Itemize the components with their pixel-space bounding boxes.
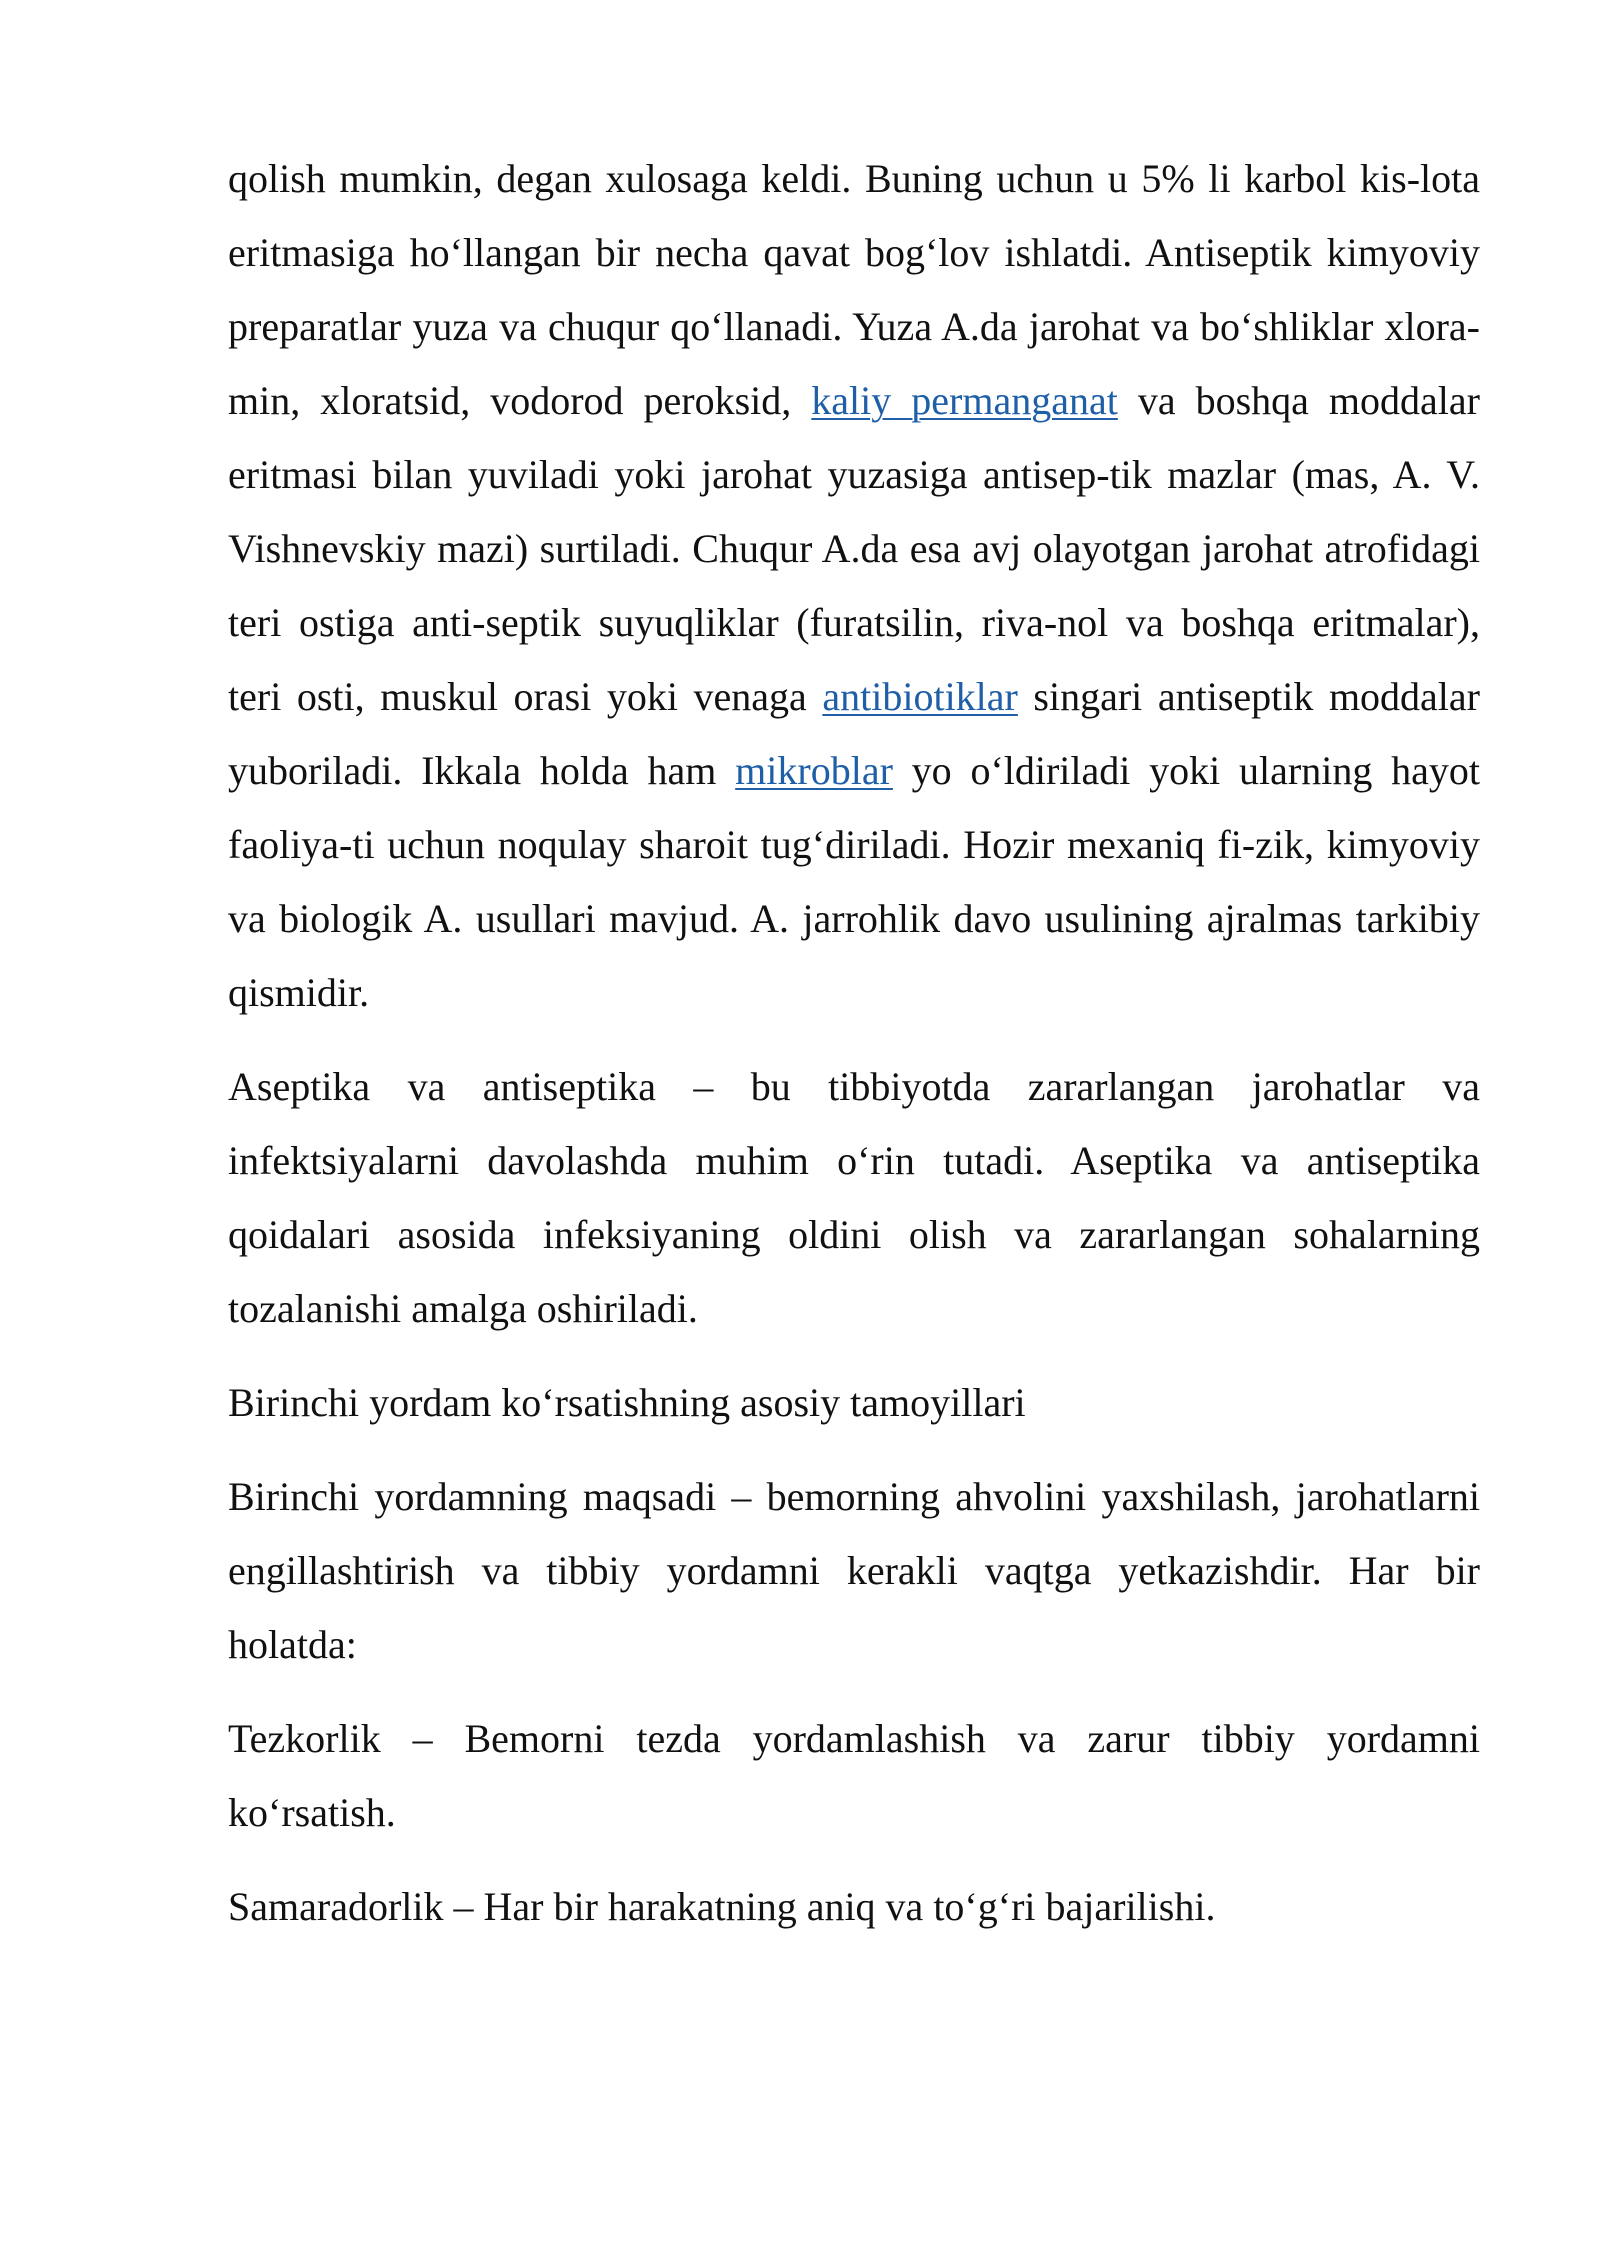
paragraph-antiseptic-methods: [228, 142, 1480, 1030]
paragraph-tezkorlik: Tezkorlik – Bemorni tezda yordamlashish va zarur tibbiy yordamni ko‘rsatish.: [228, 1716, 1480, 1835]
link-kaliy-permanganat[interactable]: kaliy permanganat: [811, 378, 1118, 423]
link-mikroblar[interactable]: mikroblar: [735, 748, 893, 793]
paragraph-samaradorlik: Samaradorlik – Har bir harakatning aniq va to‘g‘ri bajarilishi.: [228, 1884, 1216, 1929]
document-page: [228, 142, 1480, 1964]
section-heading: Birinchi yordam ko‘rsatishning asosiy tamoyillari: [228, 1380, 1026, 1425]
link-antibiotiklar[interactable]: antibiotiklar: [822, 674, 1018, 719]
paragraph-text: singari antiseptik moddalar yuboriladi. Ikkala holda ham: [228, 674, 1480, 793]
paragraph-text: va boshqa moddalar eritmasi bilan yuviladi yoki jarohat yuzasiga antisep-tik mazlar (mas, A. V. Vishnevskiy mazi) surtiladi. Chuqur A.da esa avj olayotgan jarohat atrofidagi teri ostiga anti-septik suyuqliklar (furatsilin, riva-nol va boshqa eritmalar), teri osti, muskul orasi yoki venaga: [228, 378, 1480, 719]
paragraph-text: qolish mumkin, degan xulosaga keldi. Buning uchun u 5% li karbol kis-lota eritmasiga ho‘llangan bir necha qavat bog‘lov ishlatdi. Antiseptik kimyoviy preparatlar yuza va chuqur qo‘llanadi. Yuza A.da jarohat va bo‘shliklar xlora-min, xloratsid, vodorod peroksid,: [228, 156, 1480, 423]
paragraph-aseptika-antiseptika: Aseptika va antiseptika – bu tibbiyotda zararlangan jarohatlar va infektsiyalarni davolashda muhim o‘rin tutadi. Aseptika va antiseptika qoidalari asosida infeksiyaning oldini olish va zararlangan sohalarning tozalanishi amalga oshiriladi.: [228, 1064, 1480, 1331]
paragraph-first-aid-goal: Birinchi yordamning maqsadi – bemorning ahvolini yaxshilash, jarohatlarni engillashtirish va tibbiy yordamni kerakli vaqtga yetkazishdir. Har bir holatda:: [228, 1474, 1480, 1667]
paragraph-text: yo o‘ldiriladi yoki ularning hayot faoliya-ti uchun noqulay sharoit tug‘diriladi. Hozir mexaniq fi-zik, kimyoviy va biologik A. usullari mavjud. A. jarrohlik davo usulining ajralmas tarkibiy qismidir.: [228, 748, 1480, 1015]
